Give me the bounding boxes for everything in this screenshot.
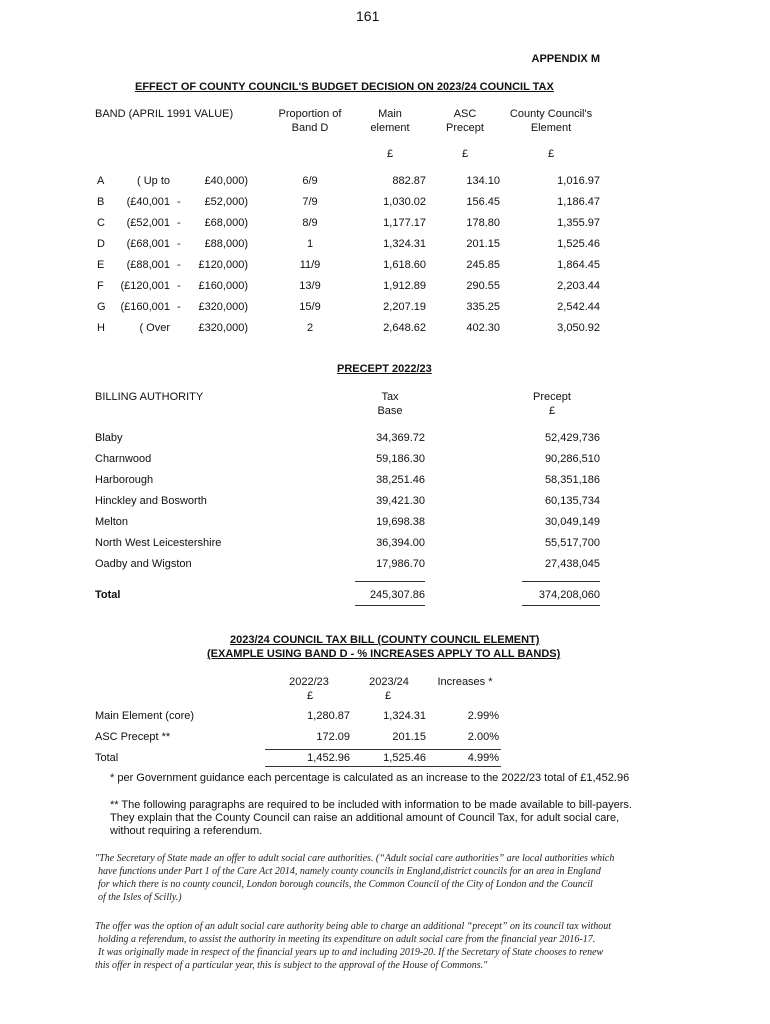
bill-row-label: ASC Precept ** (95, 731, 171, 743)
band-cc-element: 1,016.97 (557, 175, 600, 187)
band-asc-precept: 335.25 (466, 301, 500, 313)
band-cc-element: 1,186.47 (557, 196, 600, 208)
authority-tax-base: 38,251.46 (376, 474, 425, 486)
precept-header-1: Precept (533, 391, 571, 403)
main-header-2: element (370, 122, 410, 134)
bill-year1-value: 1,280.87 (307, 710, 350, 722)
bill-row-label: Total (95, 752, 119, 764)
band-asc-precept: 156.45 (466, 196, 500, 208)
bill-year2-value: 1,324.31 (383, 710, 426, 722)
band-cc-element: 2,542.44 (557, 301, 600, 313)
quote-paragraph-1 (95, 852, 614, 904)
asc-header-2: Precept (446, 122, 484, 134)
quote-line: have functions under Part 1 of the Care Act 2014, namely county councils in England,district councils for an area in England (98, 866, 601, 877)
band-main-element: 1,912.89 (383, 280, 426, 292)
bill-year1-value: 1,452.96 (307, 752, 350, 764)
quote-paragraph-2 (95, 920, 611, 972)
band-range-dash: - (177, 238, 181, 250)
authority-tax-base: 39,421.30 (376, 495, 425, 507)
asc-pound-sign: £ (461, 148, 469, 160)
band-letter: F (97, 280, 104, 292)
authority-precept: 55,517,700 (544, 537, 600, 549)
authority-tax-base: 34,369.72 (376, 432, 425, 444)
band-header: BAND (APRIL 1991 VALUE) (95, 108, 234, 120)
precept-rule-top (522, 581, 600, 582)
cc-header-2: Element (530, 122, 572, 134)
appendix-label: APPENDIX M (531, 53, 600, 65)
band-main-element: 2,648.62 (383, 322, 426, 334)
band-range-from: (£52,001 (126, 217, 170, 229)
authority-name: Melton (95, 516, 129, 528)
page-number: 161 (356, 8, 380, 24)
authority-tax-base: 36,394.00 (376, 537, 425, 549)
footnote-asc (110, 799, 632, 838)
tax-base-rule-bottom (355, 605, 425, 606)
authority-name: Oadby and Wigston (95, 558, 192, 570)
band-proportion: 15/9 (299, 301, 321, 313)
band-proportion: 11/9 (299, 259, 321, 271)
band-range-from: ( Up to (136, 175, 170, 187)
precept-total-tax-base: 245,307.86 (369, 589, 425, 601)
band-range-from: (£160,001 (120, 301, 170, 313)
cc-pound-sign: £ (547, 148, 555, 160)
proportion-header-2: Band D (291, 122, 329, 134)
band-range-from: (£68,001 (126, 238, 170, 250)
bill-year2-pound: £ (385, 690, 392, 702)
band-asc-precept: 134.10 (466, 175, 500, 187)
precept-header-2: £ (548, 405, 556, 417)
quote-line: "The Secretary of State made an offer to adult social care authorities. (“Adult social care authorities” are local authorities which (95, 853, 615, 864)
band-letter: C (97, 217, 105, 229)
tax-base-rule-top (355, 581, 425, 582)
authority-precept: 27,438,045 (544, 558, 600, 570)
bill-table-title-2: (EXAMPLE USING BAND D - % INCREASES APPLY TO ALL BANDS) (207, 648, 561, 660)
quote-line: this offer in respect of a particular year, this is subject to the approval of the House of Commons." (95, 960, 488, 971)
authority-name: Blaby (95, 432, 123, 444)
band-range-to: £52,000) (204, 196, 248, 208)
band-asc-precept: 178.80 (466, 217, 500, 229)
band-cc-element: 1,525.46 (557, 238, 600, 250)
band-main-element: 2,207.19 (383, 301, 426, 313)
band-range-to: £40,000) (204, 175, 248, 187)
bill-year2-value: 1,525.46 (383, 752, 426, 764)
footnote-asc-line: ** The following paragraphs are required to be included with information to be made available to bill-payers. (110, 799, 632, 811)
bill-increase-header: Increases * (437, 676, 493, 688)
main-pound-sign: £ (386, 148, 394, 160)
tax-base-header-2: Base (377, 405, 403, 417)
precept-total-precept: 374,208,060 (538, 589, 600, 601)
bill-year1-value: 172.09 (316, 731, 350, 743)
cc-header-1: County Council's (509, 108, 593, 120)
band-range-dash: - (177, 217, 181, 229)
proportion-header-1: Proportion of (278, 108, 342, 120)
bill-year2-header: 2023/24 (369, 676, 409, 688)
band-letter: G (97, 301, 106, 313)
tax-base-header-1: Tax (381, 391, 399, 403)
band-cc-element: 3,050.92 (557, 322, 600, 334)
quote-line: for which there is no county council, London borough councils, the Common Council of the City of London and the Council (98, 879, 593, 890)
band-letter: E (97, 259, 105, 271)
band-letter: A (97, 175, 105, 187)
band-cc-element: 1,355.97 (557, 217, 600, 229)
authority-precept: 60,135,734 (544, 495, 600, 507)
quote-line: holding a referendum, to assist the authority in meeting its expenditure on adult social care from the financial year 2016-17. (98, 934, 596, 945)
band-range-dash: - (177, 196, 181, 208)
bill-row-label: Main Element (core) (95, 710, 195, 722)
band-main-element: 1,324.31 (383, 238, 426, 250)
band-asc-precept: 245.85 (466, 259, 500, 271)
band-range-dash: - (177, 301, 181, 313)
precept-total-label: Total (95, 589, 121, 601)
band-main-element: 1,030.02 (383, 196, 426, 208)
band-range-from: (£120,001 (120, 280, 170, 292)
bill-year1-pound: £ (307, 690, 314, 702)
band-range-to: £320,000) (198, 322, 248, 334)
band-range-to: £120,000) (198, 259, 248, 271)
band-main-element: 882.87 (392, 175, 426, 187)
main-header-1: Main (378, 108, 402, 120)
band-range-dash: - (177, 280, 181, 292)
band-letter: H (97, 322, 105, 334)
footnote-increase: * per Government guidance each percentage is calculated as an increase to the 2022/23 total of £1,452.96 (110, 772, 630, 784)
bill-total-rule-top (265, 749, 501, 750)
band-range-to: £320,000) (198, 301, 248, 313)
band-proportion: 1 (306, 238, 314, 250)
authority-tax-base: 17,986.70 (376, 558, 425, 570)
band-cc-element: 1,864.45 (557, 259, 600, 271)
precept-rule-bottom (522, 605, 600, 606)
band-range-to: £68,000) (204, 217, 248, 229)
authority-precept: 30,049,149 (544, 516, 600, 528)
authority-tax-base: 59,186.30 (376, 453, 425, 465)
authority-name: North West Leicestershire (95, 537, 222, 549)
band-asc-precept: 402.30 (466, 322, 500, 334)
band-range-to: £88,000) (204, 238, 248, 250)
band-proportion: 7/9 (302, 196, 318, 208)
asc-header-1: ASC (453, 108, 477, 120)
band-proportion: 2 (306, 322, 314, 334)
footnote-asc-line: without requiring a referendum. (110, 825, 263, 837)
band-main-element: 1,177.17 (383, 217, 426, 229)
authority-name: Charnwood (95, 453, 152, 465)
bill-increase-value: 2.00% (467, 731, 499, 743)
band-letter: B (97, 196, 105, 208)
bill-year2-value: 201.15 (392, 731, 426, 743)
quote-line: of the Isles of Scilly.) (98, 892, 182, 903)
bill-table-title-1: 2023/24 COUNCIL TAX BILL (COUNTY COUNCIL ELEMENT) (230, 634, 540, 646)
band-asc-precept: 201.15 (466, 238, 500, 250)
band-range-from: (£88,001 (126, 259, 170, 271)
footnote-asc-line: They explain that the County Council can raise an additional amount of Council Tax, for adult social care, (110, 812, 620, 824)
band-main-element: 1,618.60 (383, 259, 426, 271)
band-range-from: ( Over (139, 322, 170, 334)
quote-line: It was originally made in respect of the financial years up to and including 2019-20. If the Secretary of State chooses to renew (98, 947, 604, 958)
band-table-title: EFFECT OF COUNTY COUNCIL'S BUDGET DECISION ON 2023/24 COUNCIL TAX (135, 81, 554, 93)
band-cc-element: 2,203.44 (557, 280, 600, 292)
quote-line: The offer was the option of an adult social care authority being able to charge an additional “precept” on its council tax without (95, 921, 612, 932)
bill-total-rule-bottom (265, 766, 501, 767)
authority-precept: 90,286,510 (544, 453, 600, 465)
band-asc-precept: 290.55 (466, 280, 500, 292)
band-range-from: (£40,001 (126, 196, 170, 208)
bill-increase-value: 4.99% (467, 752, 499, 764)
band-proportion: 8/9 (302, 217, 318, 229)
band-range-to: £160,000) (198, 280, 248, 292)
band-proportion: 6/9 (302, 175, 318, 187)
authority-name: Harborough (95, 474, 154, 486)
band-letter: D (97, 238, 105, 250)
authority-tax-base: 19,698.38 (376, 516, 425, 528)
precept-table-title: PRECEPT 2022/23 (337, 363, 432, 375)
authority-name: Hinckley and Bosworth (95, 495, 207, 507)
authority-precept: 52,429,736 (544, 432, 600, 444)
authority-precept: 58,351,186 (544, 474, 600, 486)
bill-increase-value: 2.99% (467, 710, 499, 722)
band-proportion: 13/9 (299, 280, 321, 292)
bill-year1-header: 2022/23 (289, 676, 329, 688)
authority-header: BILLING AUTHORITY (95, 391, 204, 403)
band-range-dash: - (177, 259, 181, 271)
